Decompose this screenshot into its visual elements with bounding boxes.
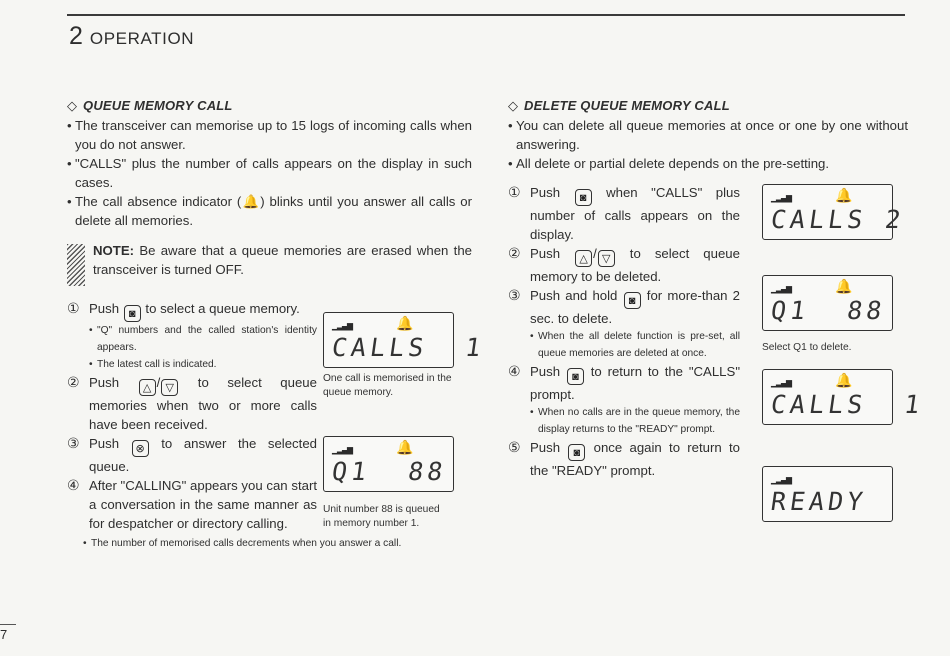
step-3: ③ Push ⊗ to answer the selected queue. — [67, 435, 317, 474]
bullet: • You can delete all queue memories at once or one by one without answering. — [508, 116, 908, 154]
call-button-icon: ◙ — [575, 189, 592, 206]
signal-strength-icon: ▁▂▃▅ — [332, 444, 353, 455]
sub-note: • When no calls are in the queue memory, the display returns to the "READY" prompt. — [508, 404, 740, 438]
top-rule — [67, 14, 905, 16]
display-caption: One call is memorised in the queue memory. — [323, 373, 452, 398]
call-bell-icon: 🔔 — [835, 278, 853, 294]
diamond-icon: ◇ — [67, 98, 78, 113]
note-label: NOTE: — [93, 243, 135, 258]
lcd-display-calls-2: ▁▂▃▅ 🔔 CALLS 2 — [762, 184, 893, 240]
bullet: • The transceiver can memorise up to 15 logs of incoming calls when you do not answer. — [67, 116, 472, 154]
step-4: ④ Push ◙ to return to the "CALLS" prompt. — [508, 363, 740, 402]
sub-note: • When the all delete function is pre-set, all queue memories are deleted at once. — [508, 328, 740, 362]
sub-note: • "Q" numbers and the called station's identity appears. — [67, 322, 317, 356]
sub-note: • The latest call is indicated. — [67, 356, 317, 373]
note-text: Be aware that a queue memories are erased when the transceiver is turned OFF. — [93, 243, 472, 277]
bullet: • "CALLS" plus the number of calls appears on the display in such cases. — [67, 154, 472, 192]
note-hatch-icon — [67, 244, 85, 286]
signal-strength-icon: ▁▂▃▅ — [771, 192, 792, 203]
bullet: • All delete or partial delete depends on the pre-setting. — [508, 154, 908, 173]
chapter-number: 2 — [69, 22, 83, 50]
step-1: ① Push ◙ to select a queue memory. — [67, 300, 300, 320]
answer-button-icon: ⊗ — [132, 440, 149, 457]
diamond-icon: ◇ — [508, 98, 519, 113]
call-bell-icon: 🔔 — [241, 194, 261, 209]
lcd-display-calls-1: ▁▂▃▅ 🔔 CALLS 1 — [323, 312, 454, 368]
call-bell-icon: 🔔 — [396, 439, 414, 455]
lcd-display-q1-88: ▁▂▃▅ 🔔 Q1 88 — [323, 436, 454, 492]
step-5: ⑤ Push ◙ once again to return to the "READY" prompt. — [508, 439, 741, 478]
signal-strength-icon: ▁▂▃▅ — [771, 283, 792, 294]
lcd-display-ready: ▁▂▃▅ READY — [762, 466, 893, 522]
section-title: ◇ QUEUE MEMORY CALL — [67, 98, 233, 113]
bullet: • The call absence indicator (🔔) blinks until you answer all calls or delete all memories. — [67, 192, 472, 230]
step-2: ② Push △ / ▽ to select queue memories when two or more calls have been received. — [67, 374, 317, 432]
up-button-icon: △ — [575, 250, 592, 267]
call-bell-icon: 🔔 — [835, 187, 853, 203]
down-button-icon: ▽ — [161, 379, 178, 396]
down-button-icon: ▽ — [598, 250, 615, 267]
call-button-icon: ◙ — [567, 368, 584, 385]
lcd-display-q1-88: ▁▂▃▅ 🔔 Q1 88 — [762, 275, 893, 331]
display-caption: Select Q1 to delete. — [762, 342, 852, 353]
lcd-display-calls-1: ▁▂▃▅ 🔔 CALLS 1 — [762, 369, 893, 425]
call-bell-icon: 🔔 — [396, 315, 414, 331]
section-title: ◇ DELETE QUEUE MEMORY CALL — [508, 98, 730, 113]
step-2: ② Push △ / ▽ to select queue memory to be deleted. — [508, 245, 740, 284]
step-4: ④ After "CALLING" appears you can start a conversation in the same manner as for despatcher or directory calling. — [67, 477, 317, 531]
page-header — [69, 22, 194, 51]
signal-strength-icon: ▁▂▃▅ — [332, 320, 353, 331]
note-block — [67, 241, 472, 279]
tail-note: • The number of memorised calls decrements when you answer a call. — [67, 535, 472, 552]
call-button-icon: ◙ — [568, 444, 585, 461]
step-1: ① Push ◙ when "CALLS" plus number of calls appears on the display. — [508, 184, 740, 242]
display-caption: Unit number 88 is queued in memory number 1. — [323, 504, 440, 529]
chapter-title: OPERATION — [89, 29, 195, 48]
up-button-icon: △ — [139, 379, 156, 396]
signal-strength-icon: ▁▂▃▅ — [771, 474, 792, 485]
call-bell-icon: 🔔 — [835, 372, 853, 388]
call-button-icon: ◙ — [624, 292, 641, 309]
page-number: 7 — [0, 624, 16, 642]
call-button-icon: ◙ — [124, 305, 141, 322]
signal-strength-icon: ▁▂▃▅ — [771, 377, 792, 388]
step-3: ③ Push and hold ◙ for more-than 2 sec. to delete. — [508, 287, 741, 326]
